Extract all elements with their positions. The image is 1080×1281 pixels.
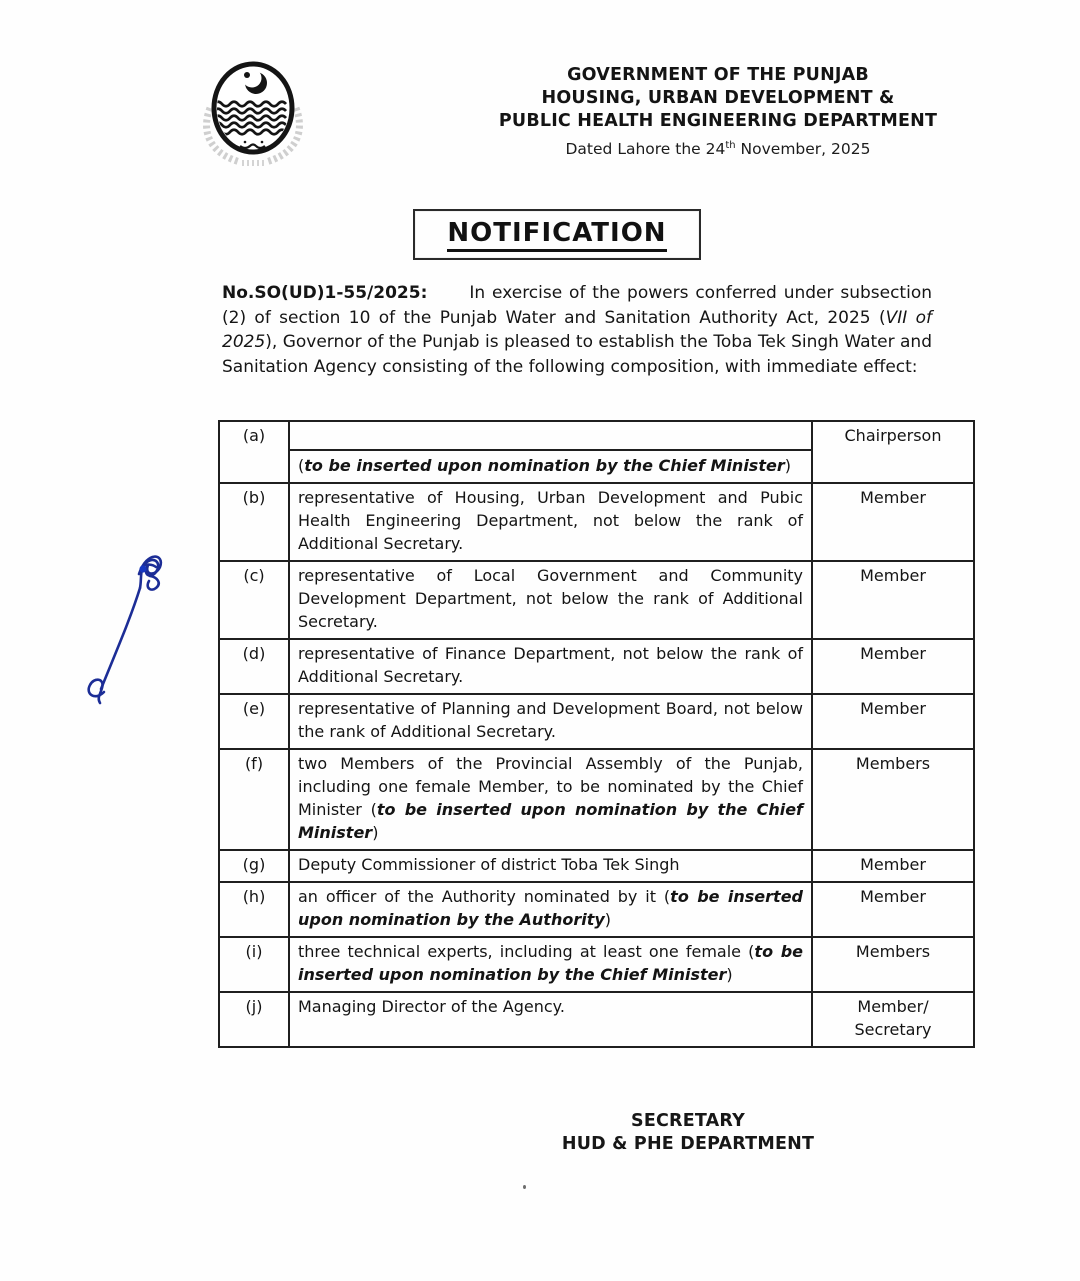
row-description: representative of Local Government and Community Development Department, not below the rank of Additional Secretary. bbox=[289, 561, 812, 639]
row-label: (i) bbox=[219, 937, 289, 992]
row-description: representative of Finance Department, not below the rank of Additional Secretary. bbox=[289, 639, 812, 694]
row-role: Member bbox=[812, 850, 974, 882]
notification-title: NOTIFICATION bbox=[447, 218, 666, 252]
table-row-j bbox=[219, 992, 974, 1047]
act-citation-italic: VII of 2025 bbox=[222, 307, 932, 352]
table-row-c bbox=[219, 561, 974, 639]
table-row-a bbox=[219, 421, 974, 483]
row-label: (j) bbox=[219, 992, 289, 1047]
org-name-line3: PUBLIC HEALTH ENGINEERING DEPARTMENT bbox=[498, 111, 938, 131]
signatory-title: SECRETARY bbox=[631, 1111, 745, 1131]
composition-table-body bbox=[219, 421, 974, 1047]
row-role: Members bbox=[812, 937, 974, 992]
org-name-line1: GOVERNMENT OF THE PUNJAB bbox=[567, 65, 869, 85]
date-ordinal: th bbox=[725, 140, 736, 151]
punjab-emblem-logo bbox=[196, 56, 312, 168]
row-role: Chairperson bbox=[812, 421, 974, 483]
table-row-h bbox=[219, 882, 974, 937]
table-row-f bbox=[219, 749, 974, 850]
table-row-d bbox=[219, 639, 974, 694]
row-description: Deputy Commissioner of district Toba Tek Singh bbox=[289, 850, 812, 882]
row-label: (b) bbox=[219, 483, 289, 561]
row-description: representative of Planning and Development Board, not below the rank of Additional Secretary. bbox=[289, 694, 812, 749]
composition-table bbox=[218, 420, 975, 1048]
row-description: two Members of the Provincial Assembly of the Punjab, including one female Member, to be nominated by the Chief Minister (to be inserted upon nomination by the Chief Minister) bbox=[289, 749, 812, 850]
row-description: an officer of the Authority nominated by it (to be inserted upon nomination by the Authority) bbox=[289, 882, 812, 937]
scan-speck bbox=[523, 1185, 526, 1189]
row-label: (e) bbox=[219, 694, 289, 749]
row-description: representative of Housing, Urban Development and Pubic Health Engineering Department, not below the rank of Additional Secretary. bbox=[289, 483, 812, 561]
row-description: (to be inserted upon nomination by the Chief Minister) bbox=[289, 421, 812, 483]
row-label: (g) bbox=[219, 850, 289, 882]
row-role: Member bbox=[812, 694, 974, 749]
row-role: Member bbox=[812, 561, 974, 639]
table-row-e bbox=[219, 694, 974, 749]
row-role: Member bbox=[812, 882, 974, 937]
row-description: Managing Director of the Agency. bbox=[289, 992, 812, 1047]
intro-text-1: In exercise of the powers conferred under subsection (2) of section 10 of the Punjab Water and Sanitation Authority Act, 2025 ( bbox=[222, 283, 932, 328]
signatory-department: HUD & PHE DEPARTMENT bbox=[561, 1134, 815, 1154]
intro-text-2: ), Governor of the Punjab is pleased to establish the Toba Tek Singh Water and Sanitation Agency consisting of the following composition, with immediate effect: bbox=[222, 332, 932, 377]
reference-number: No.SO(UD)1-55/2025: bbox=[222, 283, 428, 303]
row-description: three technical experts, including at least one female (to be inserted upon nomination by the Chief Minister) bbox=[289, 937, 812, 992]
letterhead bbox=[478, 64, 958, 158]
table-row-i bbox=[219, 937, 974, 992]
row-role: Member/ Secretary bbox=[812, 992, 974, 1047]
row-label: (d) bbox=[219, 639, 289, 694]
blank-fill-line bbox=[290, 424, 811, 451]
row-role: Member bbox=[812, 639, 974, 694]
row-label: (c) bbox=[219, 561, 289, 639]
signatory-block bbox=[488, 1110, 888, 1156]
row-label: (f) bbox=[219, 749, 289, 850]
table-row-b bbox=[219, 483, 974, 561]
table-row-g bbox=[219, 850, 974, 882]
intro-paragraph bbox=[222, 281, 932, 379]
row-role: Member bbox=[812, 483, 974, 561]
row-role: Members bbox=[812, 749, 974, 850]
notification-title-box bbox=[413, 209, 701, 260]
org-name-line2: HOUSING, URBAN DEVELOPMENT & bbox=[541, 88, 895, 108]
signature-ink-icon bbox=[80, 532, 184, 710]
row-label: (a) bbox=[219, 421, 289, 483]
row-label: (h) bbox=[219, 882, 289, 937]
date-line: Dated Lahore the 24th November, 2025 bbox=[565, 140, 871, 159]
